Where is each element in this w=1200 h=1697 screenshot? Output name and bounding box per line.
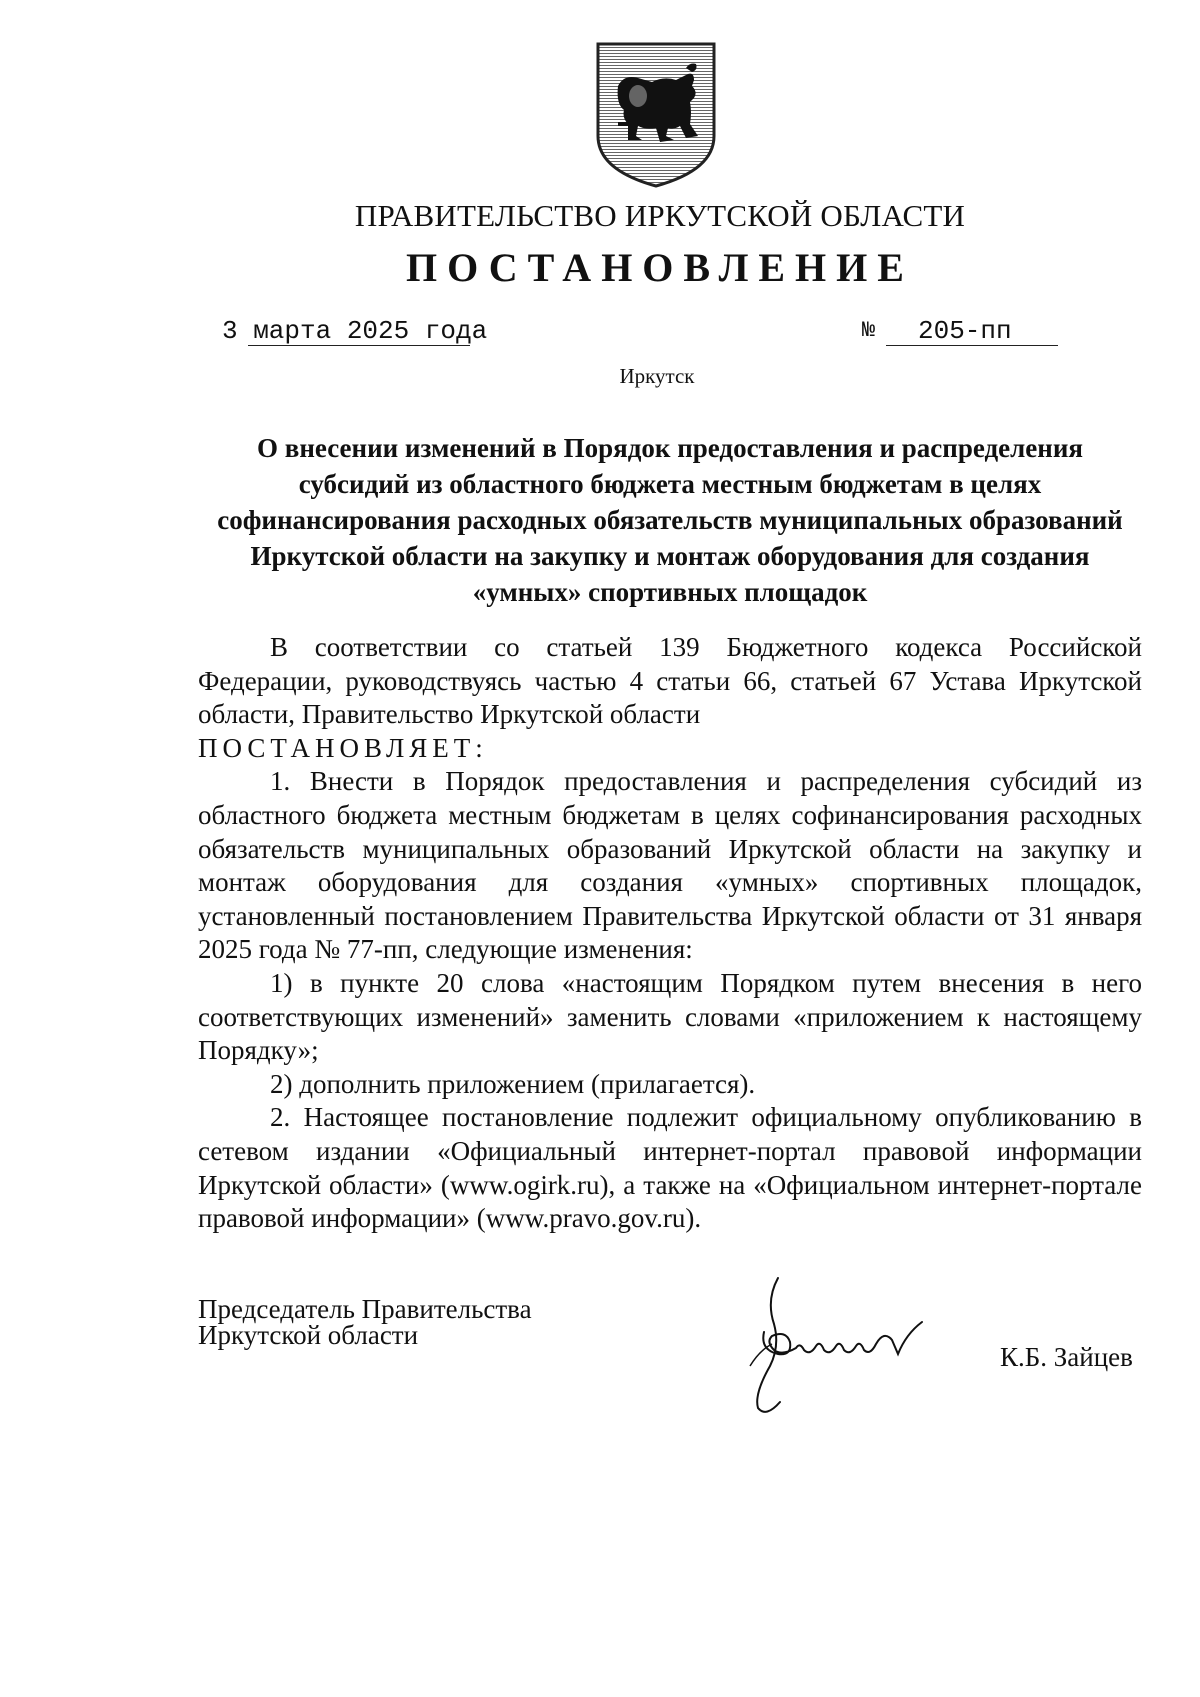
paragraph: 2) дополнить приложением (прилагается).	[270, 1068, 756, 1099]
document-body	[198, 631, 1142, 1236]
date-underline	[248, 345, 470, 346]
paragraph: 1. Внести в Порядок предоставления и распределения субсидий из областного бюджета местным бюджетам в целях софинансирования расходных обязательств муниципальных образований Иркутской области на закупку и монтаж оборудования для создания «умных» спортивных площадок, установленный постановлением Правительства Иркутской области от 31 января 2025 года № 77-пп, следующие изменения:	[198, 766, 1142, 965]
paragraph: 2. Настоящее постановление подлежит официальному опубликованию в сетевом издании «Официальный интернет-портал правовой информации Иркутской области» (www.ogirk.ru), а также на «Официальном интернет-портале правовой информации» (www.pravo.gov.ru).	[198, 1102, 1142, 1234]
handwritten-signature-icon	[720, 1270, 960, 1420]
irkutsk-coat-of-arms-icon	[594, 40, 718, 190]
preamble: В соответствии со статьей 139 Бюджетного кодекса Российской Федерации, руководствуясь частью 4 статьи 66, статьей 67 Устава Иркутской области, Правительство Иркутской области	[198, 632, 1142, 730]
city: Иркутск	[619, 364, 695, 388]
signer-name: К.Б. Зайцев	[1000, 1342, 1133, 1372]
document-title: О внесении изменений в Порядок предоставления и распределения субсидий из областного бюджета местным бюджетам в целях софинансирования расходных обязательств муниципальных образований Иркутской области на закупку и монтаж оборудования для создания «умных» спортивных площадок	[217, 433, 1123, 607]
signer-position	[198, 1296, 532, 1348]
organization-name: ПРАВИТЕЛЬСТВО ИРКУТСКОЙ ОБЛАСТИ	[354, 198, 966, 233]
document-number: 205-пп	[918, 316, 1012, 346]
paragraph: 1) в пункте 20 слова «настоящим Порядком путем внесения в него соответствующих изменений» заменить словами «приложением к настоящему Порядку»;	[198, 967, 1142, 1066]
number-label: №	[862, 318, 876, 343]
document-date: 3 марта 2025 года	[222, 316, 488, 346]
signer-position-line: Председатель Правительства	[198, 1294, 532, 1324]
number-underline	[886, 345, 1058, 346]
signer-position-line: Иркутской области	[198, 1320, 419, 1350]
document-type: ПОСТАНОВЛЕНИЕ	[406, 245, 914, 290]
decree-word: ПОСТАНОВЛЯЕТ:	[198, 732, 488, 763]
